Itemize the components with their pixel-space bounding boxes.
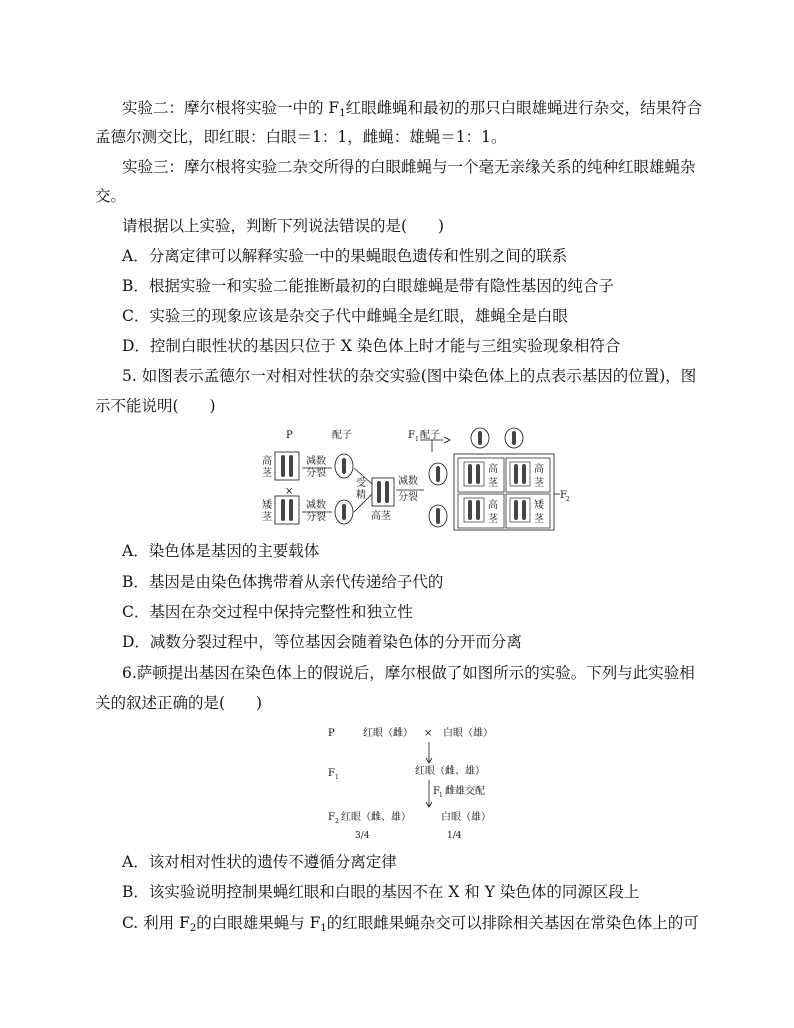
fig1-gamete-tall-cell [335,454,353,478]
fig1-meiosis-short-b: 分裂 [306,512,326,523]
fig1-label-short-a: 矮 [262,500,272,511]
q5-option-d: D．减数分裂过程中，等位基因会随着染色体的分开而分离 [122,633,522,651]
fig1-fert-b: 精 [356,490,366,501]
fig1-label-f1-gamete-f: F [408,430,415,441]
fig2-label-p: P [328,728,335,739]
fig1-f1-arrow [420,440,443,452]
fig2-label-f2-sub: 2 [335,818,339,825]
fig1-punnett-tall-a: 高 [534,464,544,475]
q6-option-b: B．该实验说明控制果蝇红眼和白眼的基因不在 X 和 Y 染色体的同源区段上 [122,883,640,901]
fig1-f1-box [372,478,394,506]
q6-stem-line2: 关的叙述正确的是( ) [95,694,263,712]
fig1-short-chromosome-2 [289,499,293,521]
q4-option-d: D．控制白眼性状的基因只位于 X 染色体上时才能与三组实验现象相符合 [122,337,621,355]
fig1-label-tall-a: 高 [262,456,272,467]
fig1-label-f2: F [560,490,567,501]
fig1-punnett-tall2-b: 茎 [488,514,498,525]
fig1-label-tall-b: 茎 [262,468,272,479]
fig2-label-f2: F [328,812,335,823]
fig2-label-f1: F [328,768,335,779]
fig1-punnett-short-b: 茎 [534,514,544,525]
experiment3-line1: 实验三：摩尔根将实验二杂交所得的白眼雌蝇与一个毫无亲缘关系的纯种红眼雄蝇杂 [122,158,696,176]
fig1-tall-parent-box [275,452,299,480]
q6-option-a: A．该对相对性状的遗传不遵循分离定律 [122,853,397,871]
fig1-label-f2-sub: 2 [566,496,570,503]
q5-option-b: B．基因是由染色体携带着从亲代传递给子代的 [122,573,444,591]
fig1-punnett-tall-b: 茎 [534,478,544,489]
fig1-punnett-tall3-a: 高 [488,464,498,475]
fig1-label-short-b: 茎 [262,512,272,523]
fig1-f1-chromosome-1 [377,481,381,503]
q4-option-c: C．实验三的现象应该是杂交子代中雌蝇全是红眼，雄蝇全是白眼 [122,307,568,325]
fig1-punnett-tall2-a: 高 [488,500,498,511]
fig2-f2-white: 白眼（雄） [441,812,491,823]
q6-option-c: C. 利用 $F_2$的白眼雄果蝇与 $F_1$的红眼雌果蝇杂交可以排除相关基因在常染色体上的可 [122,914,699,934]
fig1-short-parent-box [275,496,299,524]
fig1-f1-gamete-cell-1 [471,428,489,448]
fig1-f1-gamete-cell-2 [505,428,523,448]
fig2-f2-red: 红眼（雌、雄） [341,812,411,823]
fig1-cross-sign: × [285,486,294,497]
experiment2-line1: 实验二：摩尔根将实验一中的 $F_1$红眼雌蝇和最初的那只白眼雄蝇进行杂交，结果符合 [122,99,703,119]
q4-option-a: A．分离定律可以解释实验一中的果蝇眼色遗传和性别之间的联系 [122,247,568,265]
q4-stem: 请根据以上实验，判断下列说法错误的是( ) [122,217,445,235]
fig1-meiosis-short-a: 减数 [306,500,326,511]
fig2-ratio-red: 3/4 [355,831,370,841]
fig2-f1-mating-f: F [433,786,440,797]
experiment2-line2: 孟德尔测交比，即红眼：白眼＝1：1，雌蝇：雄蝇＝1：1。 [95,128,507,146]
fig2-f1-mating: 雌雄交配 [445,786,485,797]
fig1-f1-chromosome-2 [385,481,389,503]
fig2-f1-mating-sub: 1 [439,792,443,799]
fig1-punnett-short-a: 矮 [534,500,544,511]
fig2-label-f1-sub: 1 [335,774,339,781]
fig1-label-gamete: 配子 [332,430,352,441]
fig2-f1-result: 红眼（雌、雄） [415,766,485,777]
q5-stem-line2: 示不能说明( ) [95,397,216,415]
fig1-label-f1-gamete: 配子 [420,430,440,441]
fig2-ratio-white: 1/4 [447,831,462,841]
fig1-f1-gamete-lower [429,505,447,527]
fig1-meiosis-f1-b: 分裂 [398,492,418,503]
fig1-f1-arrow-head [444,437,450,443]
fig1-tall-chromosome-1 [281,455,285,477]
q4-option-b: B．根据实验一和实验二能推断最初的白眼雄蝇是带有隐性基因的纯合子 [122,277,614,295]
fig1-meiosis-tall-a: 减数 [306,456,326,467]
fig1-meiosis-tall-b: 分裂 [306,468,326,479]
fig1-fert-a: 受 [356,478,366,489]
q5-option-c: C．基因在杂交过程中保持完整性和独立性 [122,603,413,621]
experiment3-line2: 交。 [95,187,127,205]
fig1-f1-gamete-upper [429,463,447,485]
fig1-gamete-short-cell [335,500,353,524]
fig1-label-f1-sub: 1 [415,436,419,443]
fig1-tall-chromosome-2 [289,455,293,477]
q5-option-a: A．染色体是基因的主要载体 [122,542,320,560]
fig1-meiosis-f1-a: 减数 [398,476,418,487]
fig2-cross-sign: × [424,728,433,739]
fig1-punnett-tall3-b: 茎 [488,478,498,489]
q6-figure-cross-diagram [325,722,525,844]
fig1-f1-tall-label: 高茎 [371,511,391,522]
q6-stem-line1: 6.萨顿提出基因在染色体上的假说后，摩尔根做了如图所示的实验。下列与此实验相 [122,664,695,682]
fig2-p-white: 白眼（雄） [443,728,493,739]
fig1-label-p: P [286,430,293,441]
fig1-short-chromosome-1 [281,499,285,521]
q5-figure-cross-diagram [258,424,568,534]
fig2-p-red: 红眼（雌） [363,728,413,739]
q5-stem-line1: 5. 如图表示孟德尔一对相对性状的杂交实验(图中染色体上的点表示基因的位置)，图 [122,367,697,385]
